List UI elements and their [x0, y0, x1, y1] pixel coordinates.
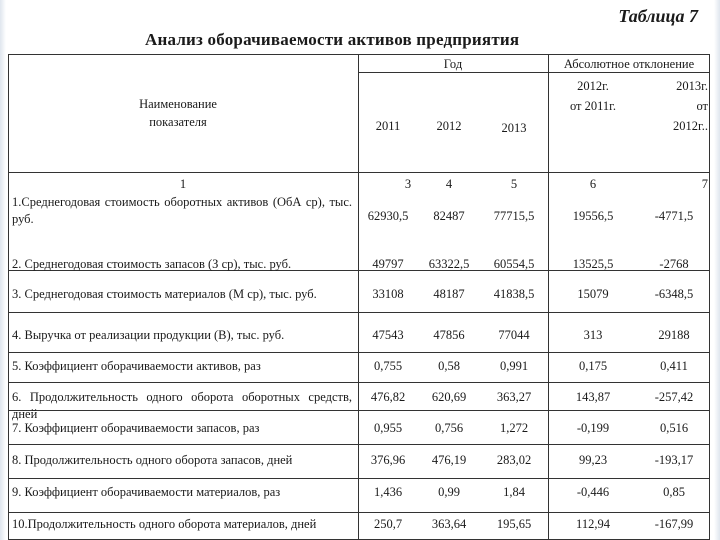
- row-value: 195,65: [496, 517, 532, 531]
- row-name: 7. Коэффициент оборачиваемости запасов, раз: [12, 421, 260, 435]
- header-name-line2: показателя: [149, 115, 207, 129]
- row-value: 476,19: [431, 453, 467, 467]
- row-value: 0,411: [660, 359, 688, 373]
- header-year-2011: 2011: [375, 119, 401, 133]
- row-value: 143,87: [575, 390, 611, 404]
- row-value: 47856: [433, 328, 465, 342]
- header-year-2012: 2012: [436, 119, 462, 133]
- col-number-1: 1: [179, 177, 187, 191]
- row-value: 60554,5: [493, 257, 535, 271]
- row-value: 33108: [372, 287, 404, 301]
- row-name: 10.Продолжительность одного оборота материалов, дней: [12, 517, 317, 531]
- analysis-table: [8, 54, 710, 540]
- row-value: 620,69: [431, 390, 467, 404]
- row-name: 8. Продолжительность одного оборота запасов, дней: [12, 453, 293, 467]
- row-name: 2. Среднегодовая стоимость запасов (З ср), тыс. руб.: [12, 257, 292, 271]
- row-value: 1,84: [503, 485, 525, 499]
- header-dev-b-line3: 2012г..: [673, 119, 708, 133]
- row-value: 1,272: [499, 421, 529, 435]
- row-value: 363,27: [496, 390, 532, 404]
- row-value: -6348,5: [654, 287, 694, 301]
- col-number-3: 3: [404, 177, 412, 191]
- row-value: 363,64: [431, 517, 467, 531]
- row-value: -193,17: [654, 453, 694, 467]
- row-value: 283,02: [496, 453, 532, 467]
- col-number-5: 5: [510, 177, 518, 191]
- col-number-6: 6: [589, 177, 597, 191]
- header-name-line1: Наименование: [139, 97, 217, 111]
- row-value: 1,436: [373, 485, 403, 499]
- row-value: 13525,5: [572, 257, 614, 271]
- row-value: 313: [583, 328, 603, 342]
- row-value: 0,175: [578, 359, 608, 373]
- row-value: -2768: [659, 257, 689, 271]
- row-value: 77044: [498, 328, 530, 342]
- header-dev-b-line2: от: [696, 99, 708, 113]
- row-value: 29188: [658, 328, 690, 342]
- table-rule: [8, 352, 710, 353]
- row-value: 41838,5: [493, 287, 535, 301]
- row-value: 49797: [372, 257, 404, 271]
- row-name: 9. Коэффициент оборачиваемости материалов, раз: [12, 485, 281, 499]
- row-value: 0,58: [438, 359, 460, 373]
- row-value: 15079: [577, 287, 609, 301]
- row-value: 19556,5: [572, 209, 614, 223]
- row-value: 82487: [433, 209, 465, 223]
- table-rule: [358, 72, 710, 73]
- row-value: 0,85: [663, 485, 685, 499]
- header-dev-a-line1: 2012г.: [577, 79, 609, 93]
- col-number-7: 7: [701, 177, 708, 191]
- row-value: 476,82: [370, 390, 406, 404]
- row-value: 63322,5: [428, 257, 470, 271]
- table-rule: [8, 478, 710, 479]
- row-value: 0,755: [373, 359, 403, 373]
- row-value: 48187: [433, 287, 465, 301]
- row-value: 376,96: [370, 453, 406, 467]
- row-value: 62930,5: [367, 209, 409, 223]
- row-value: 77715,5: [493, 209, 535, 223]
- table-rule: [8, 54, 710, 55]
- header-deviation-group: Абсолютное отклонение: [563, 57, 695, 71]
- header-dev-b-line1: 2013г.: [676, 79, 708, 93]
- row-value: 0,516: [659, 421, 689, 435]
- header-year-group: Год: [443, 57, 463, 71]
- row-name: 5. Коэффициент оборачиваемости активов, раз: [12, 359, 261, 373]
- table-rule: [8, 444, 710, 445]
- row-name: 4. Выручка от реализации продукции (В), тыс. руб.: [12, 328, 285, 342]
- row-value: 250,7: [373, 517, 403, 531]
- row-value: -0,446: [576, 485, 610, 499]
- row-name: 1.Среднегодовая стоимость оборотных активов (ОбА ср), тыс. руб.: [12, 195, 352, 226]
- row-name: 6. Продолжительность одного оборота оборотных средств, дней: [12, 390, 352, 421]
- row-value: 0,991: [499, 359, 529, 373]
- header-year-2013: 2013: [501, 121, 527, 135]
- row-value: 0,99: [438, 485, 460, 499]
- table-rule: [8, 512, 710, 513]
- row-value: -167,99: [654, 517, 694, 531]
- table-rule: [8, 382, 710, 383]
- row-value: 0,756: [434, 421, 464, 435]
- row-value: -257,42: [654, 390, 694, 404]
- header-dev-a-line2: от 2011г.: [569, 99, 617, 113]
- row-value: 0,955: [373, 421, 403, 435]
- table-rule: [8, 54, 9, 540]
- table-caption: Анализ оборачиваемости активов предприятия: [145, 30, 520, 49]
- row-value: -4771,5: [654, 209, 694, 223]
- row-value: 47543: [372, 328, 404, 342]
- row-value: 112,94: [576, 517, 610, 531]
- table-number: Таблица 7: [618, 6, 698, 26]
- row-value: -0,199: [576, 421, 610, 435]
- col-number-4: 4: [445, 177, 453, 191]
- table-rule: [8, 172, 710, 173]
- row-value: 99,23: [578, 453, 608, 467]
- row-name: 3. Среднегодовая стоимость материалов (М ср), тыс. руб.: [12, 287, 317, 301]
- table-rule: [8, 312, 710, 313]
